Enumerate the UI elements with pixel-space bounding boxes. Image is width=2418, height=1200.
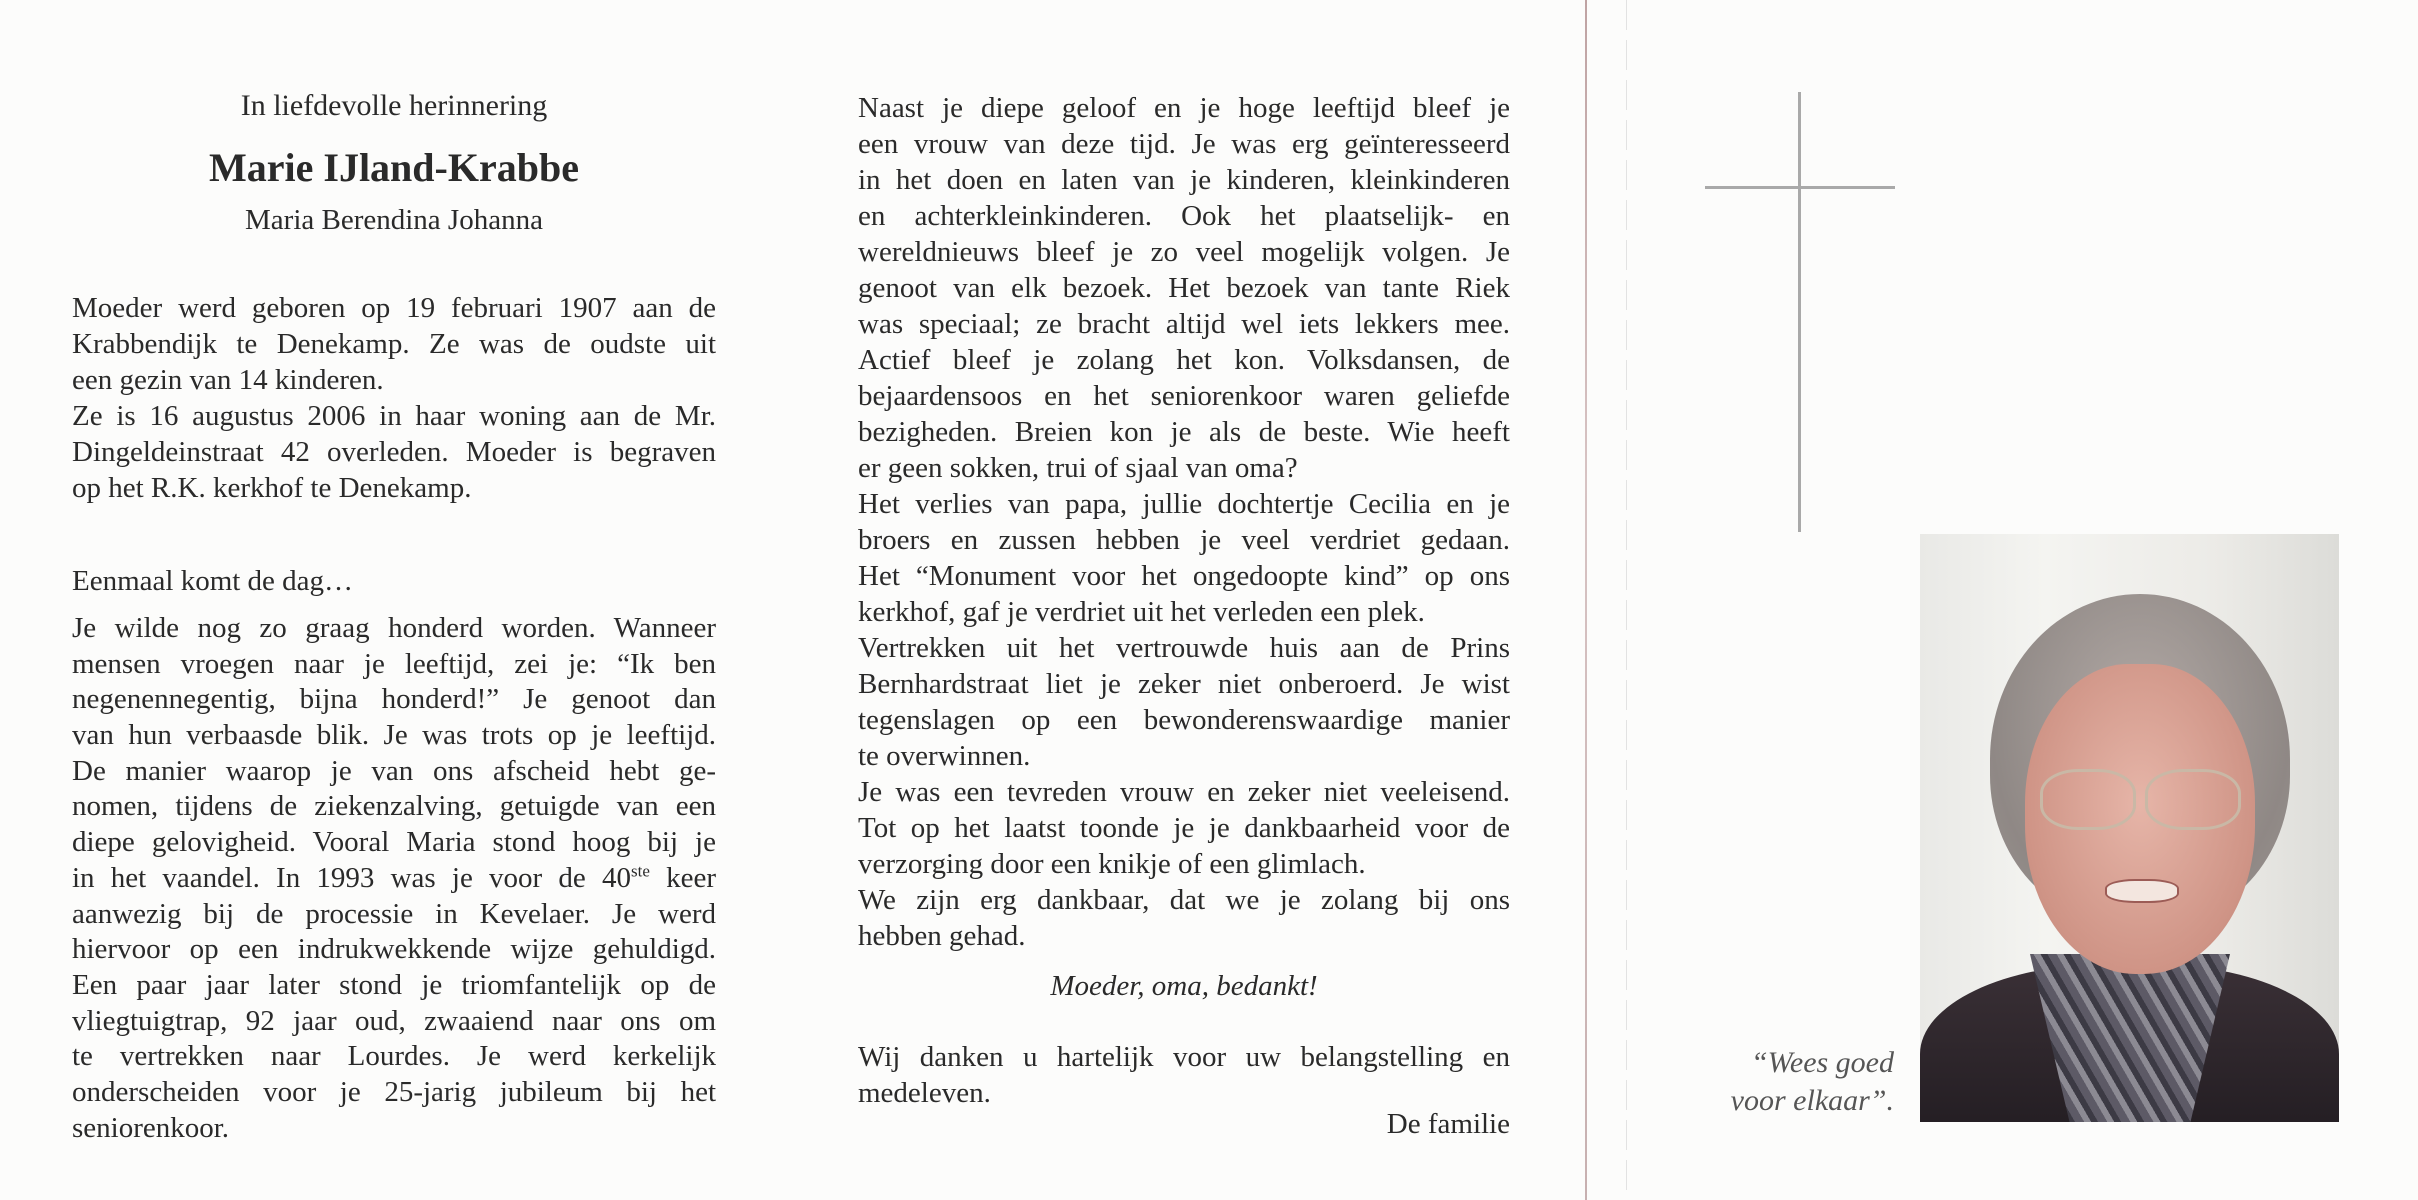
cross-icon-vertical: [1798, 92, 1801, 532]
text-line: tegenslagen op een bewonderenswaardige manier: [858, 704, 1510, 736]
ordinal-superscript: ste: [631, 861, 650, 881]
thanks-paragraph: [858, 1039, 1510, 1111]
text-line: bezigheden. Breien kon je als de beste. Wie heeft: [858, 416, 1510, 448]
text-line: op het R.K. kerkhof te Denekamp.: [72, 472, 472, 504]
text-line: vliegtuigtrap, 92 jaar oud, zwaaiend naar ons om: [72, 1004, 716, 1037]
text-line: nomen, tijdens de ziekenzalving, getuigde van een: [72, 790, 716, 823]
deceased-name: Marie IJland-Krabbe: [209, 145, 579, 190]
portrait-photo: [1920, 534, 2339, 1122]
text-line: Krabbendijk te Denekamp. Ze was de oudste uit: [72, 328, 716, 360]
card-fold-line-secondary: [1626, 0, 1627, 1200]
text-line: te overwinnen.: [858, 740, 1031, 772]
card-title: In liefdevolle herinnering: [240, 89, 548, 122]
text-line: De manier waarop je van ons afscheid hebt ge-: [72, 754, 716, 787]
text-segment: keer: [649, 861, 716, 894]
text-line: hiervoor op een indrukwekkende wijze gehuldigd.: [72, 933, 716, 966]
quote-line-1: “Wees goed: [1750, 1046, 1894, 1079]
text-line: Wij danken u hartelijk voor uw belangstelling en: [858, 1041, 1510, 1073]
text-line: een gezin van 14 kinderen.: [72, 364, 384, 396]
quote-line-2: voor elkaar”.: [1730, 1084, 1894, 1117]
text-line: er geen sokken, trui of sjaal van oma?: [858, 452, 1298, 484]
text-line: te vertrekken naar Lourdes. Je werd kerkelijk: [72, 1040, 716, 1073]
portrait-mouth: [2105, 879, 2179, 903]
portrait-glasses-right: [2145, 769, 2241, 830]
text-line: Naast je diepe geloof en je hoge leeftijd bleef je: [858, 92, 1510, 124]
text-segment: in het vaandel. In 1993 was je voor de 40: [72, 861, 631, 894]
life-paragraph: [858, 90, 1510, 954]
text-line: Vertrekken uit het vertrouwde huis aan de Prins: [858, 632, 1510, 664]
text-line: [72, 861, 716, 897]
text-line: onderscheiden voor je 25-jarig jubileum bij het: [72, 1075, 716, 1108]
text-line: Bernhardstraat liet je zeker niet onberoerd. Je wist: [858, 668, 1510, 700]
text-line: was speciaal; ze bracht altijd wel iets lekkers mee.: [858, 308, 1510, 340]
text-line: Dingeldeinstraat 42 overleden. Moeder is begraven: [72, 436, 716, 468]
text-line: verzorging door een knikje of een glimlach.: [858, 848, 1366, 880]
text-line: Je was een tevreden vrouw en zeker niet veeleisend.: [858, 776, 1510, 808]
deceased-full-name: Maria Berendina Johanna: [245, 204, 543, 236]
text-line: seniorenkoor.: [72, 1111, 230, 1144]
text-line: aanwezig bij de processie in Kevelaer. Je werd: [72, 897, 716, 930]
text-line: We zijn erg dankbaar, dat we je zolang bij ons: [858, 884, 1510, 916]
text-line: Actief bleef je zolang het kon. Volksdansen, de: [858, 344, 1510, 376]
text-line: diepe gelovigheid. Vooral Maria stond hoog bij je: [72, 826, 716, 859]
text-line: Ze is 16 augustus 2006 in haar woning aan de Mr.: [72, 400, 716, 432]
text-line: Je wilde nog zo graag honderd worden. Wanneer: [72, 612, 716, 644]
memories-paragraph: [72, 611, 716, 1146]
biography-paragraph: [72, 290, 716, 506]
text-line: mensen vroegen naar je leeftijd, zei je: “Ik ben: [72, 647, 716, 680]
text-line: Het “Monument voor het ongedoopte kind” op ons: [858, 560, 1510, 592]
text-line: bejaardensoos en het seniorenkoor waren geliefde: [858, 380, 1510, 412]
cross-icon-horizontal: [1705, 186, 1895, 189]
text-line: Moeder werd geboren op 19 februari 1907 aan de: [72, 292, 716, 324]
text-line: in het doen en laten van je kinderen, kleinkinderen: [858, 164, 1510, 196]
intro-line: Eenmaal komt de dag…: [72, 565, 354, 597]
text-line: genoot van elk bezoek. Het bezoek van tante Riek: [858, 272, 1510, 304]
text-line: wereldnieuws bleef je zo veel mogelijk volgen. Je: [858, 236, 1510, 268]
text-line: van hun verbaasde blik. Je was trots op je leeftijd.: [72, 719, 716, 752]
text-line: een vrouw van deze tijd. Je was erg geïnteresseerd: [858, 128, 1510, 160]
text-line: Het verlies van papa, jullie dochtertje Cecilia en je: [858, 488, 1510, 520]
text-line: broers en zussen hebben je veel verdriet gedaan.: [858, 524, 1510, 556]
thanks-mother: Moeder, oma, bedankt!: [1050, 970, 1318, 1002]
text-line: Een paar jaar later stond je triomfantelijk op de: [72, 968, 716, 1001]
quote: [1680, 1044, 1894, 1120]
signature: De familie: [1386, 1108, 1510, 1140]
card-fold-line: [1585, 0, 1587, 1200]
portrait-glasses-left: [2040, 769, 2136, 830]
text-line: Tot op het laatst toonde je je dankbaarheid voor de: [858, 812, 1510, 844]
text-line: medeleven.: [858, 1077, 991, 1109]
text-line: hebben gehad.: [858, 920, 1026, 952]
text-line: en achterkleinkinderen. Ook het plaatselijk- en: [858, 200, 1510, 232]
text-line: negenennegentig, bijna honderd!” Je genoot dan: [72, 683, 716, 716]
text-line: kerkhof, gaf je verdriet uit het verleden een plek.: [858, 596, 1425, 628]
